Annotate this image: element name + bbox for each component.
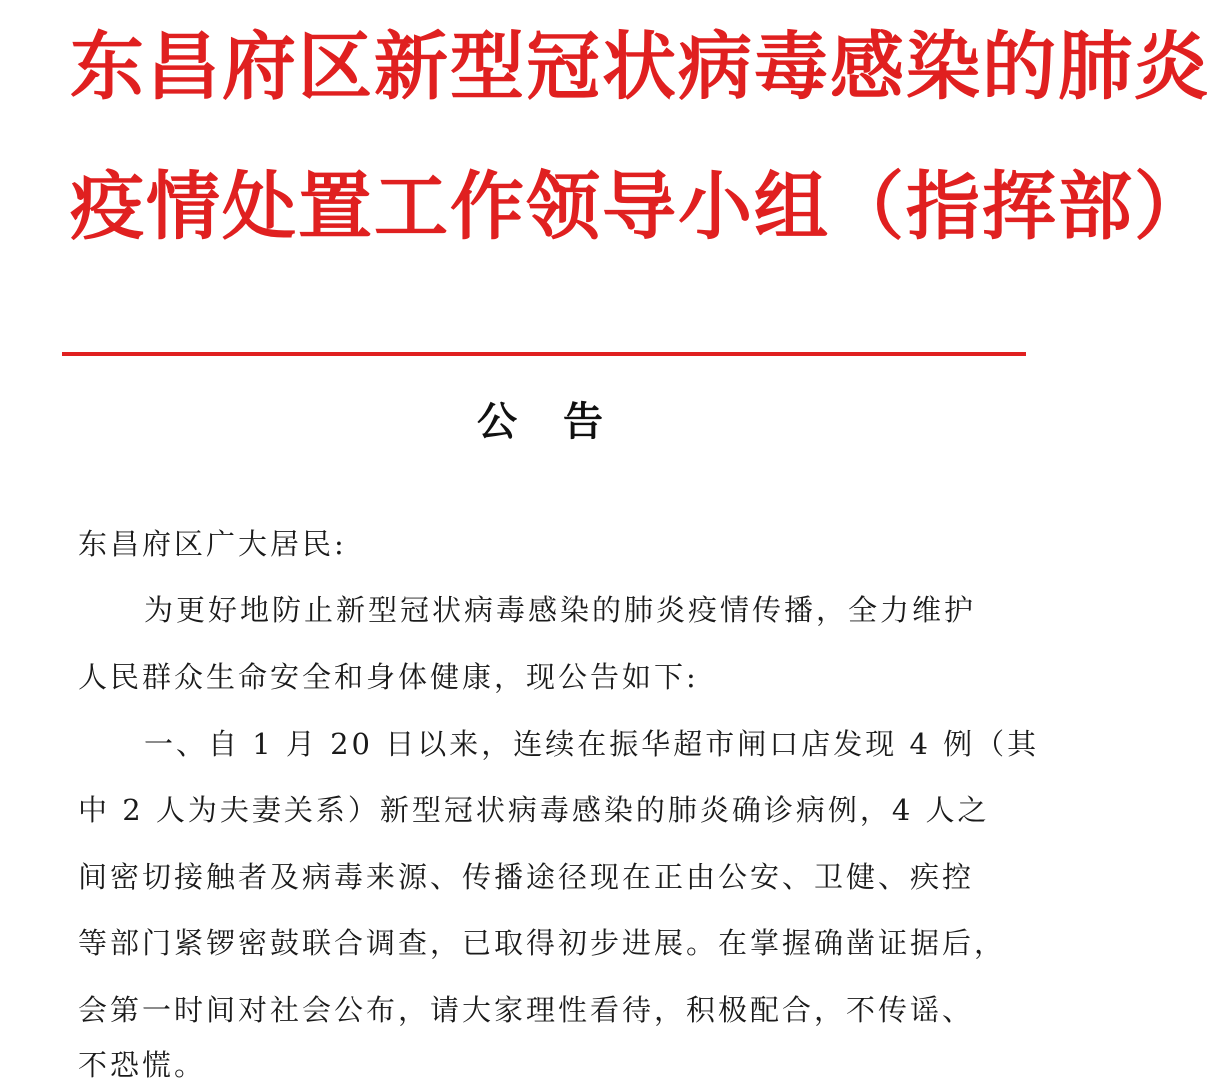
paragraph-2-line-3: 间密切接触者及病毒来源、传播途径现在正由公安、卫健、疾控 [78, 860, 975, 894]
paragraph-2-line-1: 一、自 1 月 20 日以来，连续在振华超市闸口店发现 4 例（其 [144, 727, 1040, 761]
header-title-line-1: 东昌府区新型冠状病毒感染的肺炎 [70, 24, 1210, 110]
paragraph-2-line-6: 不恐慌。 [78, 1048, 207, 1082]
header-divider [62, 352, 1026, 356]
paragraph-2-line-2: 中 2 人为夫妻关系）新型冠状病毒感染的肺炎确诊病例，4 人之 [78, 793, 990, 827]
notice-heading [0, 399, 1080, 445]
header-title-line-2: 疫情处置工作领导小组（指挥部） [70, 164, 1210, 250]
notice-heading-char-1: 公 [477, 399, 517, 445]
notice-heading-char-2: 告 [563, 399, 603, 445]
paragraph-1-line-2: 人民群众生命安全和身体健康，现公告如下: [78, 660, 699, 694]
paragraph-1-line-1: 为更好地防止新型冠状病毒感染的肺炎疫情传播，全力维护 [144, 593, 977, 627]
paragraph-2-line-5: 会第一时间对社会公布，请大家理性看待，积极配合，不传谣、 [78, 993, 975, 1027]
salutation: 东昌府区广大居民: [78, 527, 347, 561]
paragraph-2-line-4: 等部门紧锣密鼓联合调查，已取得初步进展。在掌握确凿证据后， [78, 926, 1007, 960]
